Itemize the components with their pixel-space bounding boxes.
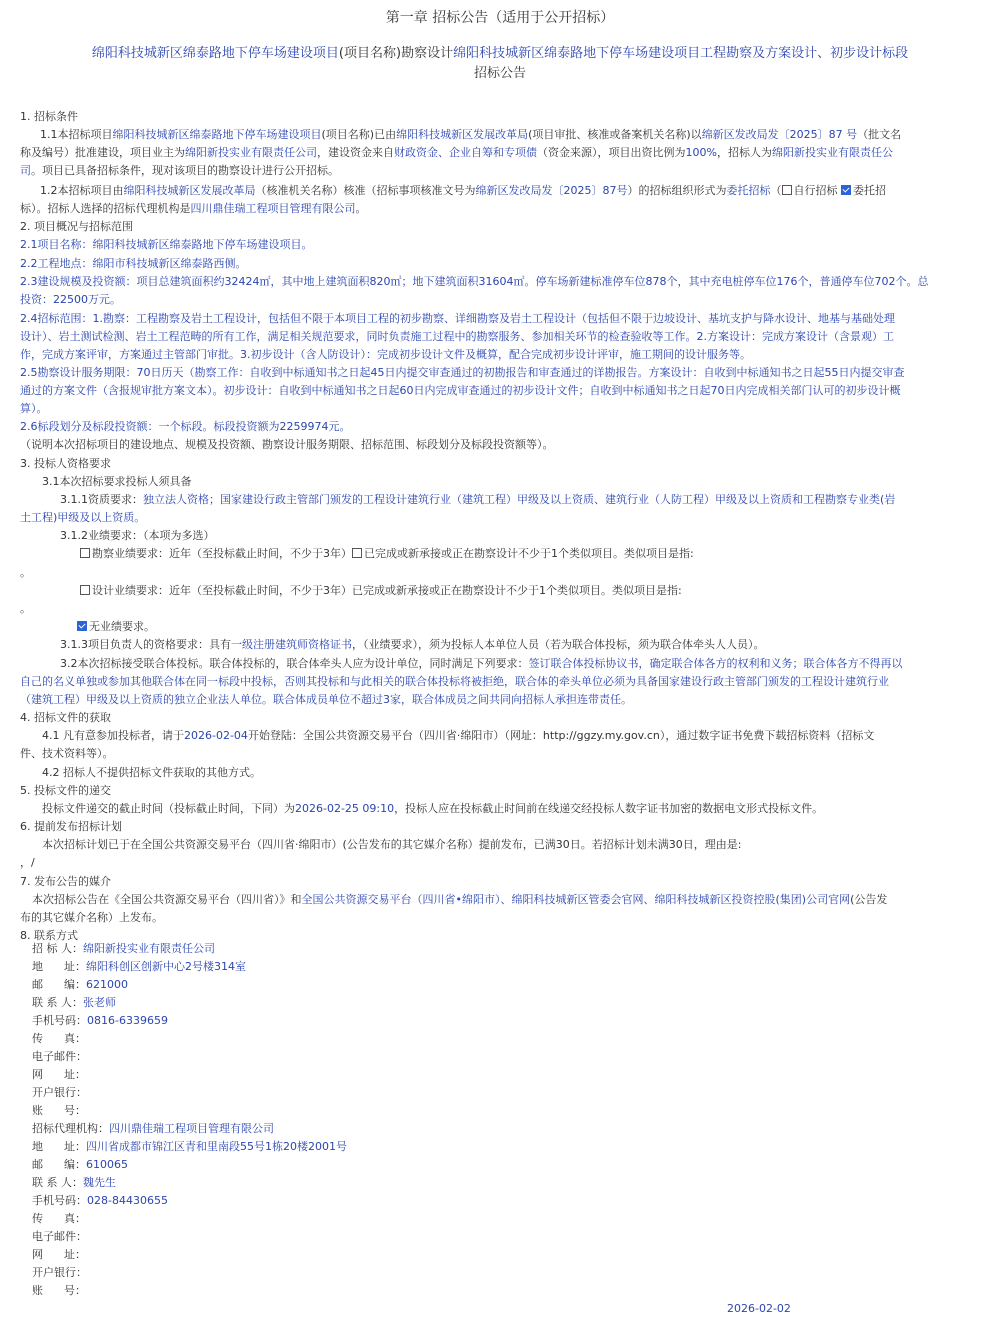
contact-value: 028-84430655 — [87, 1194, 168, 1207]
contact-label: 电子邮件： — [32, 1050, 87, 1063]
s2-period-line2: 通过的方案文件（含报规审批方案文本）。初步设计：自收到中标通知书之日起60日内完成审查通过的初步设计文件；自收到中标通知书之日起70日内完成相关部门认可的初步设计概 — [20, 384, 901, 397]
contact-row — [32, 1012, 997, 1030]
contact-row — [32, 1192, 997, 1210]
design-performance-checkbox[interactable] — [80, 585, 90, 595]
s1-p2-line2: 标）。招标人选择的招标代理机构是四川鼎佳瑞工程项目管理有限公司。 — [20, 202, 367, 215]
s4-1-line2: 件、技术资料等）。 — [20, 747, 114, 760]
contact-label: 手机号码： — [32, 1014, 87, 1027]
s1-p1-line2: 称及编号）批准建设，项目业主为绵阳新投实业有限责任公司，建设资金来自财政资金、企业自筹和专项债（资金来源），项目出资比例为100%，招标人为绵阳新投实业有限责任公 — [20, 146, 893, 159]
contact-value: 绵阳科创区创新中心2号楼314室 — [85, 960, 246, 973]
s6-title: 6. 提前发布招标计划 — [20, 820, 122, 833]
s3-opt-design: 设计业绩要求：近年（至投标截止时间，不少于3年）已完成或新承接或正在勘察设计不少于1个类似项目。类似项目是指: — [80, 582, 1000, 600]
entrusted-tender-checkbox[interactable] — [841, 185, 851, 195]
s4-1-line1: 4.1 凡有意参加投标者，请于2026-02-04开始登陆：全国公共资源交易平台（四川省·绵阳市）（网址：http://ggzy.my.gov.cn），通过数字证书免费下载招标资料（招标文 — [42, 729, 875, 742]
s2-scope-line3: 作，完成方案评审，方案通过主管部门审批。3.初步设计（含人防设计）：完成初步设计文件及概算，配合完成初步设计评审，施工期间的设计服务等。 — [20, 348, 751, 361]
s3-1-1-line2: 土工程)甲级及以上资质。 — [20, 511, 146, 524]
contact-row — [32, 976, 997, 994]
contact-row — [32, 1120, 997, 1138]
announcement-heading — [40, 44, 960, 84]
contact-row — [32, 1246, 997, 1264]
contact-value: 621000 — [85, 978, 128, 991]
contact-label: 开户银行： — [32, 1266, 87, 1279]
contact-label: 联 系 人： — [32, 1176, 83, 1189]
heading-project: 绵阳科技城新区绵泰路地下停车场建设项目 — [91, 46, 339, 61]
contact-label: 网 址： — [32, 1068, 86, 1081]
contact-value: 张老师 — [83, 996, 116, 1009]
heading-suffix: 招标公告 — [473, 66, 526, 81]
contact-value: 0816-6339659 — [87, 1014, 168, 1027]
no-performance-checkbox[interactable] — [77, 621, 87, 631]
s2-period-line3: 算）。 — [20, 402, 48, 415]
s7-line2: 布的其它媒介名称）上发布。 — [20, 911, 163, 924]
s2-scale-line1: 2.3建设规模及投资额：项目总建筑面积约32424㎡，其中地上建筑面积820㎡；地下建筑面积31604㎡。停车场新建标准停车位878个，其中充电桩停车位176个，普通停车位702个。总 — [20, 275, 929, 288]
s2-scope-line1: 2.4招标范围：1.勘察：工程勘察及岩土工程设计，包括但不限于本项目工程的初步勘察、详细勘察及岩土工程设计（包括但不限于边坡设计、基坑支护与降水设计、地基与基础处理 — [20, 312, 895, 325]
s2-note: （说明本次招标项目的建设地点、规模及投资额、勘察设计服务期限、招标范围、标段划分及标段投资额等）。 — [20, 438, 554, 451]
contact-value: 四川鼎佳瑞工程项目管理有限公司 — [109, 1122, 274, 1135]
s3-2-line2: 自己的名义单独或参加其他联合体在同一标段中投标，否则其投标和与此相关的联合体投标将被拒绝，联合体的牵头单位必须为具备国家建设行政主管部门颁发的工程设计建筑行业 — [20, 675, 889, 688]
contact-label: 电子邮件： — [32, 1230, 87, 1243]
contact-row — [32, 1264, 997, 1282]
s1-title: 1. 招标条件 — [20, 110, 78, 123]
s2-lots: 2.6标段划分及标段投资额：一个标段。标段投资额为2259974元。 — [20, 420, 351, 433]
contact-row — [32, 1084, 997, 1102]
s7-line1: 本次招标公告在《全国公共资源交易平台（四川省）》和全国公共资源交易平台（四川省•绵阳市）、绵阳科技城新区管委会官网、绵阳科技城新区投资控股(集团)公司官网(公告发 — [32, 893, 888, 906]
contact-row — [32, 1282, 997, 1300]
contact-row — [32, 994, 997, 1012]
contact-value: 魏先生 — [83, 1176, 116, 1189]
contact-label: 邮 编： — [32, 978, 86, 991]
s2-title: 2. 项目概况与招标范围 — [20, 220, 133, 233]
contact-row — [32, 1030, 997, 1048]
contact-value: 四川省成都市锦江区青和里南段55号1栋20楼2001号 — [85, 1140, 347, 1153]
contact-label: 联 系 人： — [32, 996, 83, 1009]
s7-title: 7. 发布公告的媒介 — [20, 875, 111, 888]
contact-label: 邮 编： — [32, 1158, 86, 1171]
contact-label: 招 标 人： — [32, 942, 83, 955]
s3-1-3: 3.1.3项目负责人的资格要求：具有一级注册建筑师资格证书，（业绩要求），须为投标人本单位人员（若为联合体投标，须为联合体牵头人人员）。 — [60, 638, 765, 651]
contact-label: 手机号码： — [32, 1194, 87, 1207]
s3-dot2: 。 — [20, 602, 31, 615]
contact-label: 地 址： — [32, 960, 86, 973]
contact-row — [32, 1228, 997, 1246]
contact-label: 账 号： — [32, 1284, 86, 1297]
s6-line2: ，/ — [20, 856, 35, 869]
contact-row — [32, 1102, 997, 1120]
s3-1-1-line1: 3.1.1资质要求：独立法人资格；国家建设行政主管部门颁发的工程设计建筑行业（建筑工程）甲级及以上资质、建筑行业（人防工程）甲级及以上资质和工程勘察专业类(岩 — [60, 493, 896, 506]
contact-row — [32, 940, 997, 958]
contact-label: 开户银行： — [32, 1086, 87, 1099]
s4-title: 4. 招标文件的获取 — [20, 711, 111, 724]
s4-2: 4.2 招标人不提供招标文件获取的其他方式。 — [42, 766, 261, 779]
contact-row — [32, 1156, 997, 1174]
self-tender-checkbox[interactable] — [782, 185, 792, 195]
s3-2-line1: 3.2本次招标接受联合体投标。联合体投标的，联合体牵头人应为设计单位，同时满足下列要求：签订联合体投标协议书，确定联合体各方的权利和义务；联合体各方不得再以 — [60, 657, 903, 670]
heading-name-label: (项目名称)勘察设计 — [338, 46, 454, 61]
contact-label: 账 号： — [32, 1104, 86, 1117]
contact-row — [32, 1066, 997, 1084]
s3-opt-survey: 勘察业绩要求：近年（至投标截止时间，不少于3年） 已完成或新承接或正在勘察设计不少于1个类似项目。类似项目是指: — [80, 545, 1000, 563]
survey-done-checkbox[interactable] — [352, 548, 362, 558]
s8-title: 8. 联系方式 — [20, 929, 78, 942]
survey-performance-checkbox[interactable] — [80, 548, 90, 558]
contact-value: 610065 — [85, 1158, 128, 1171]
s1-p1-line1: 1.1本招标项目绵阳科技城新区绵泰路地下停车场建设项目(项目名称)已由绵阳科技城新区发展改革局(项目审批、核准或备案机关名称)以绵新区发改局发〔2025〕87 号（批文名 — [40, 128, 902, 141]
s3-title: 3. 投标人资格要求 — [20, 457, 111, 470]
contact-row — [32, 1210, 997, 1228]
s2-scope-line2: 设计）、岩土测试检测、岩土工程范畴的所有工作，满足相关规范要求，同时负责施工过程中的勘察服务、参加相关环节的检查验收等工作。2.方案设计：完成方案设计（含景观）工 — [20, 330, 894, 343]
s3-dot1: 。 — [20, 566, 31, 579]
contact-row — [32, 958, 997, 976]
contact-value: 绵阳新投实业有限责任公司 — [83, 942, 215, 955]
contact-label: 网 址： — [32, 1248, 86, 1261]
contact-row — [32, 1048, 997, 1066]
contact-label: 传 真： — [32, 1212, 86, 1225]
contact-row — [32, 1174, 997, 1192]
contact-label: 传 真： — [32, 1032, 86, 1045]
s3-1-2: 3.1.2业绩要求：（本项为多选） — [60, 529, 215, 542]
s3-1: 3.1本次招标要求投标人须具备 — [42, 475, 192, 488]
heading-section: 绵阳科技城新区绵泰路地下停车场建设项目工程勘察及方案设计、初步设计标段 — [453, 46, 909, 61]
s2-project-name: 2.1项目名称：绵阳科技城新区绵泰路地下停车场建设项目。 — [20, 238, 313, 251]
contact-row — [32, 1138, 997, 1156]
contact-label: 地 址： — [32, 1140, 86, 1153]
s2-period-line1: 2.5勘察设计服务期限：70日历天（勘察工作：自收到中标通知书之日起45日内提交审查通过的初勘报告和审查通过的详勘报告。方案设计：自收到中标通知书之日起55日内提交审查 — [20, 366, 905, 379]
contact-label: 招标代理机构： — [32, 1122, 109, 1135]
announcement-date: 2026-02-02 — [727, 1302, 791, 1315]
s6-line1: 本次招标计划已于在全国公共资源交易平台（四川省·绵阳市）(公告发布的其它媒介名称）提前发布，已满30日。若招标计划未满30日，理由是: — [42, 838, 742, 851]
s1-p2-line1: 1.2本招标项目由绵阳科技城新区发展改革局（核准机关名称）核准（招标事项核准文号为绵新区发改局发〔2025〕87号）的招标组织形式为委托招标（ 自行招标 委托招 — [40, 184, 886, 197]
chapter-title: 第一章 招标公告（适用于公开招标） — [385, 10, 615, 26]
s2-scale-line2: 投资：22500万元。 — [20, 293, 121, 306]
s1-p1-line3: 司。项目已具备招标条件，现对该项目的勘察设计进行公开招标。 — [20, 164, 339, 177]
s2-location: 2.2工程地点：绵阳市科技城新区绵泰路西侧。 — [20, 257, 247, 270]
s5-title: 5. 投标文件的递交 — [20, 784, 111, 797]
s3-2-line3: （建筑工程）甲级及以上资质的独立企业法人单位。联合体成员单位不超过3家，联合体成员之间共同向招标人承担连带责任。 — [20, 693, 632, 706]
s3-opt-none: 无业绩要求。 — [77, 618, 1000, 636]
s5-deadline: 投标文件递交的截止时间（投标截止时间，下同）为2026-02-25 09:10，投标人应在投标截止时间前在线递交经投标人数字证书加密的数据电文形式投标文件。 — [42, 802, 824, 815]
